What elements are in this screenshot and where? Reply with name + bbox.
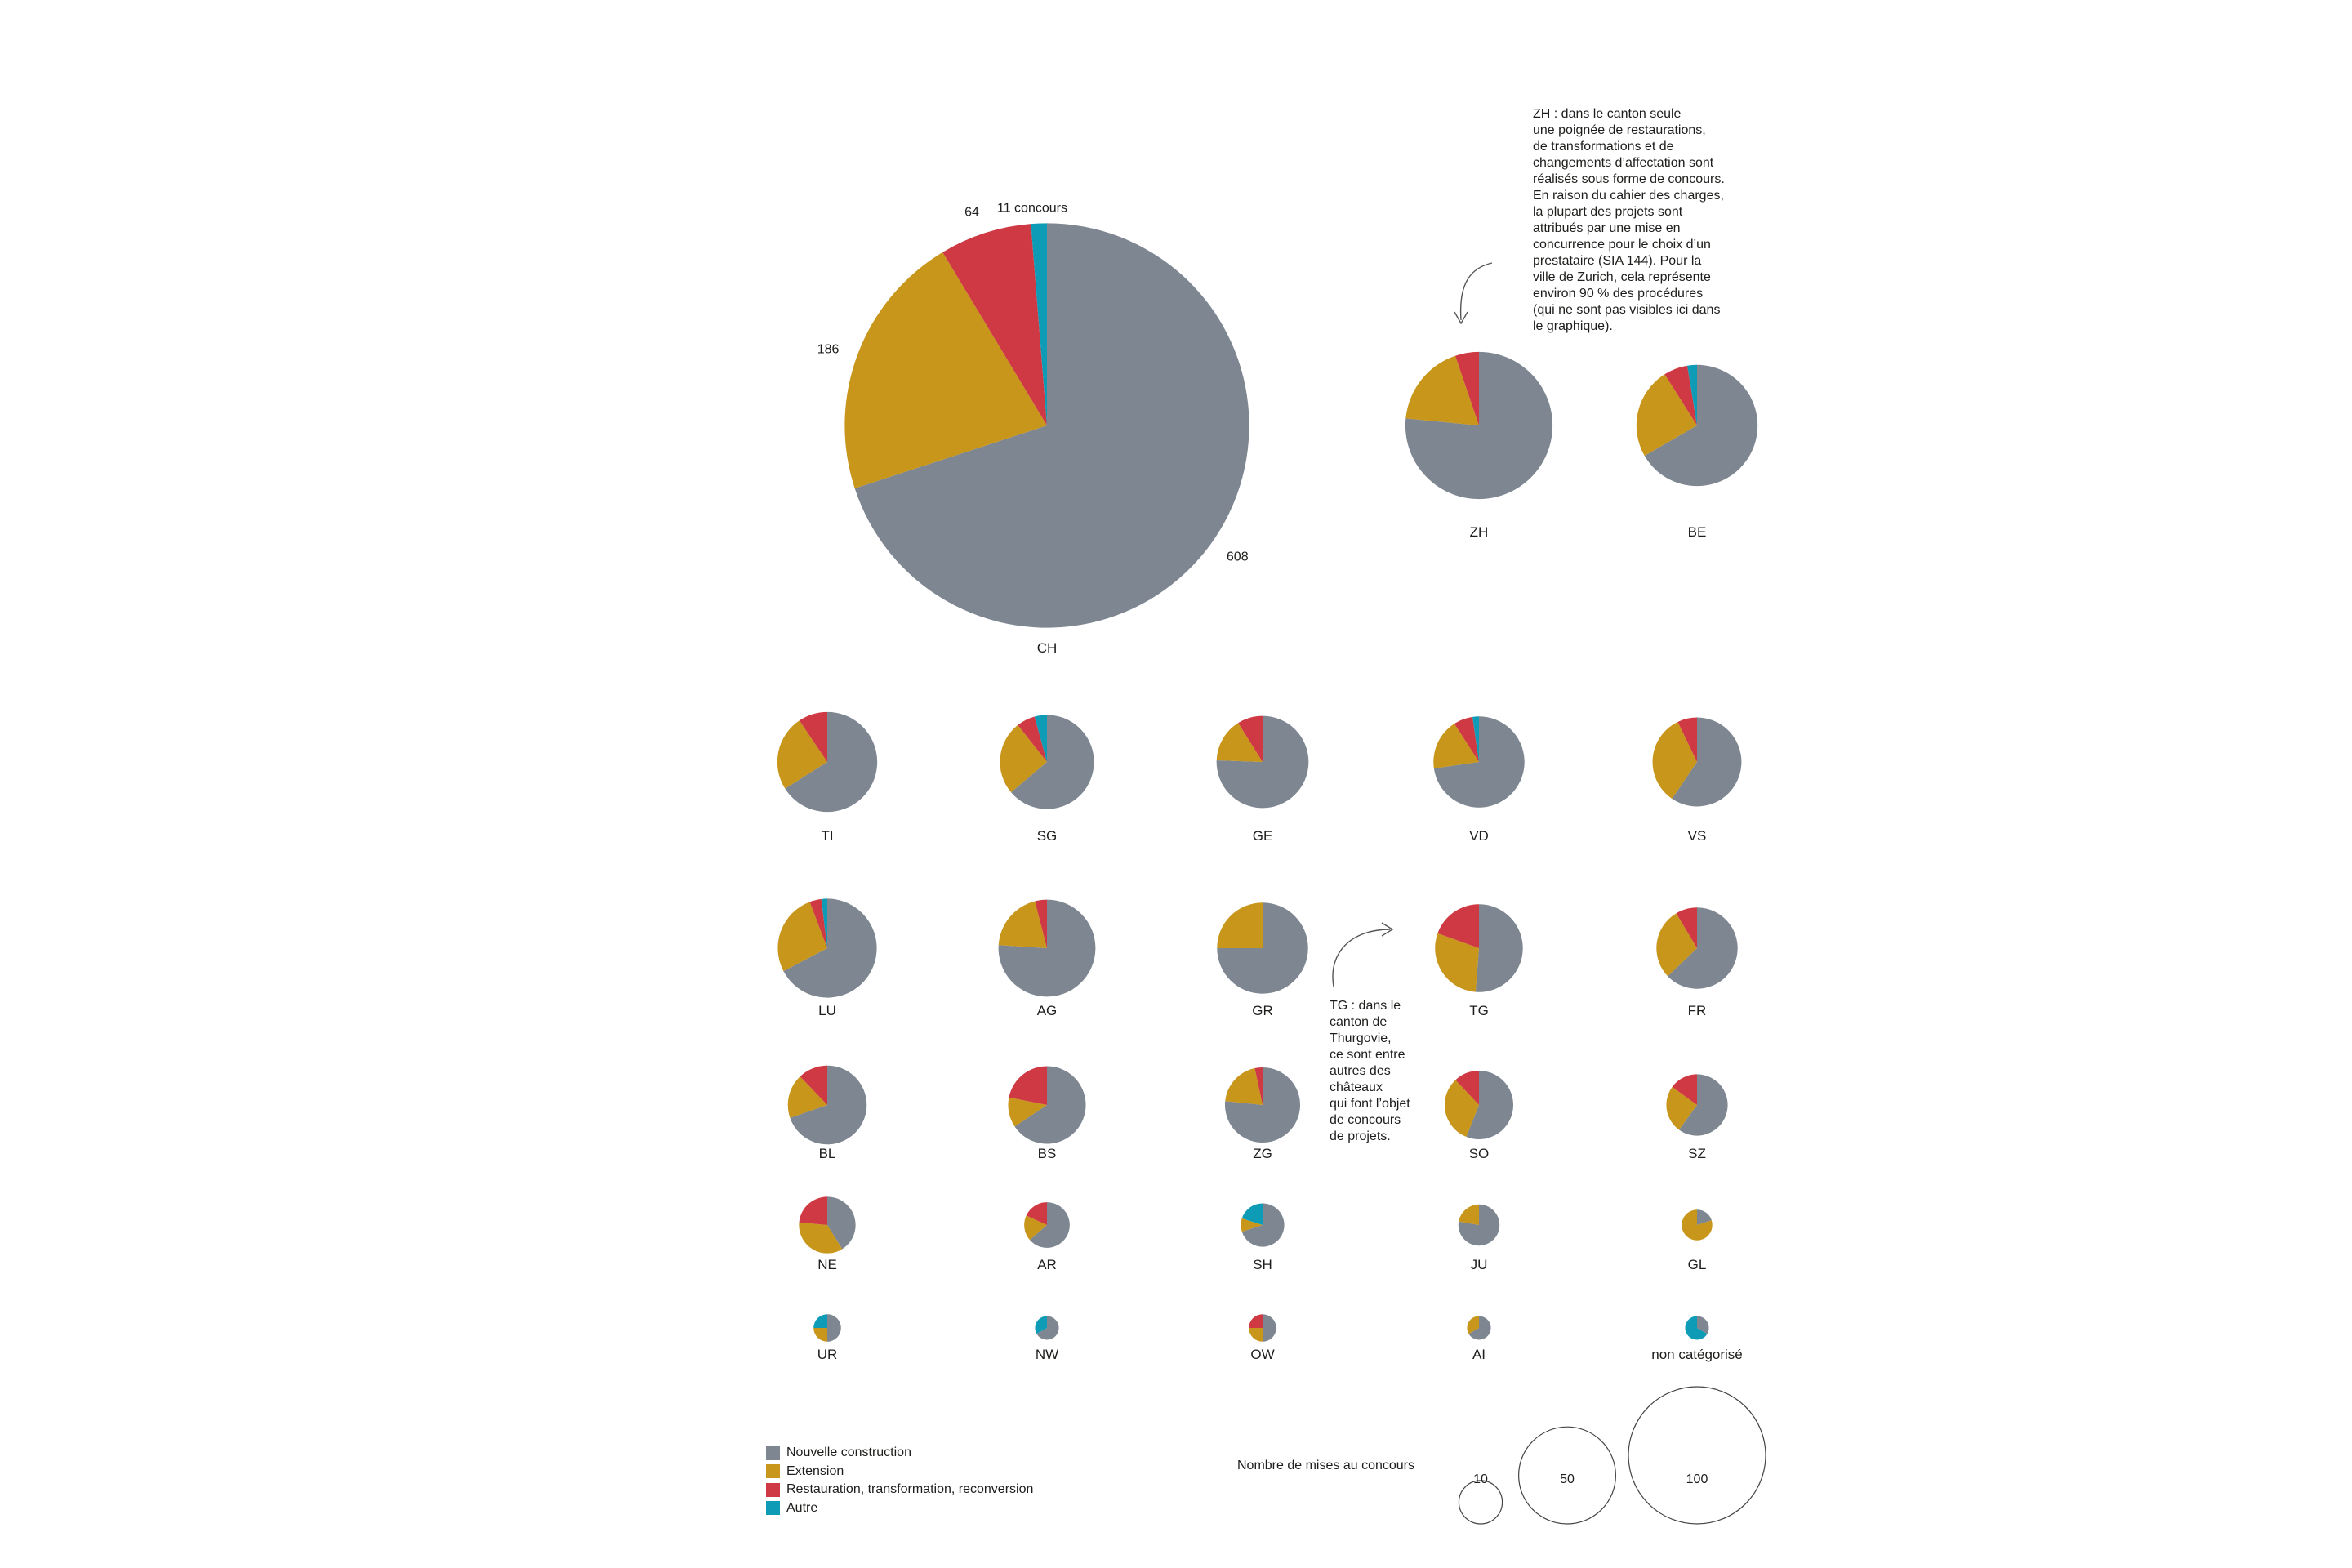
pie-value-label-restauration-transformation-reconversion: 64 bbox=[964, 205, 979, 220]
pie-label-lu: LU bbox=[818, 1003, 836, 1018]
pie-ag bbox=[999, 900, 1096, 1018]
legend-label: Nouvelle construction bbox=[786, 1446, 911, 1459]
pie-bs bbox=[1008, 1066, 1085, 1161]
legend-label: Extension bbox=[786, 1463, 844, 1478]
pie-ch bbox=[817, 201, 1250, 656]
pie-fr bbox=[1656, 907, 1737, 1018]
scale-legend-title: Nombre de mises au concours bbox=[1237, 1459, 1414, 1472]
legend-label: Restauration, transformation, reconversion bbox=[786, 1482, 1034, 1496]
pie-label-vd: VD bbox=[1469, 828, 1489, 844]
scale-circle-100 bbox=[1628, 1387, 1766, 1524]
pie-slice-ow-restauration-transformation-reconversion bbox=[1249, 1314, 1263, 1328]
pie-ti bbox=[777, 712, 877, 844]
scale-circle-label-100: 100 bbox=[1686, 1472, 1708, 1486]
pie-slice-ju-extension bbox=[1459, 1205, 1479, 1225]
pie-label-sg: SG bbox=[1036, 828, 1058, 844]
pie-value-label-extension: 186 bbox=[817, 342, 840, 357]
pie-zg bbox=[1225, 1067, 1300, 1161]
pie-lu bbox=[777, 898, 876, 1018]
pie-sz bbox=[1666, 1074, 1727, 1161]
pie-sg bbox=[1000, 715, 1094, 844]
pie-label-gl: GL bbox=[1687, 1257, 1707, 1272]
pie-be bbox=[1637, 365, 1757, 540]
scale-circle-10 bbox=[1459, 1481, 1502, 1524]
pie-label-nw: NW bbox=[1035, 1347, 1059, 1362]
pie-ai bbox=[1467, 1316, 1490, 1362]
pie-label-ur: UR bbox=[817, 1347, 838, 1362]
pie-label-so: SO bbox=[1468, 1146, 1490, 1161]
pie-slice-ur-nouvelle-construction bbox=[827, 1314, 841, 1342]
pie-so bbox=[1445, 1071, 1513, 1161]
pie-label-ju: JU bbox=[1470, 1257, 1488, 1272]
legend-swatch bbox=[766, 1446, 780, 1460]
pie-label-ow: OW bbox=[1250, 1347, 1275, 1362]
pie-label-ti: TI bbox=[821, 828, 834, 844]
pie-ge bbox=[1217, 716, 1309, 844]
pie-ne bbox=[799, 1196, 855, 1272]
pie-tg bbox=[1435, 904, 1522, 1018]
pie-value-label-autre: 11 concours bbox=[997, 201, 1067, 216]
legend-label: Autre bbox=[786, 1500, 818, 1515]
legend-swatch bbox=[766, 1464, 780, 1478]
pie-label-tg: TG bbox=[1469, 1003, 1489, 1018]
pie-label-non-cat-goris: non catégorisé bbox=[1651, 1347, 1743, 1362]
pie-sh bbox=[1241, 1203, 1284, 1272]
pie-label-ch: CH bbox=[1036, 640, 1058, 656]
pie-value-label-nouvelle-construction: 608 bbox=[1226, 550, 1249, 564]
pie-slice-ne-restauration-transformation-reconversion bbox=[800, 1196, 827, 1225]
scale-circle-label-10: 10 bbox=[1473, 1472, 1488, 1486]
pie-bl bbox=[788, 1066, 867, 1161]
pie-ar bbox=[1024, 1202, 1070, 1272]
pie-vd bbox=[1433, 716, 1524, 844]
legend-item-nouvelle bbox=[766, 1444, 1033, 1463]
pie-label-vs: VS bbox=[1687, 828, 1707, 844]
pie-nw bbox=[1035, 1316, 1058, 1362]
pie-label-bl: BL bbox=[818, 1146, 836, 1161]
pie-gr bbox=[1217, 902, 1307, 1018]
legend-swatch bbox=[766, 1501, 780, 1515]
legend-item-autre bbox=[766, 1499, 1033, 1518]
scale-legend-layer bbox=[1459, 1387, 1766, 1524]
pie-label-be: BE bbox=[1687, 524, 1707, 540]
pie-slice-ur-autre bbox=[813, 1314, 827, 1328]
tg-annotation-arrow bbox=[1333, 929, 1390, 987]
pie-label-fr: FR bbox=[1687, 1003, 1707, 1018]
pie-slice-ur-extension bbox=[813, 1328, 827, 1342]
pie-label-ge: GE bbox=[1252, 828, 1273, 844]
pie-ju bbox=[1459, 1205, 1499, 1272]
pie-vs bbox=[1653, 718, 1742, 844]
pie-label-zg: ZG bbox=[1253, 1146, 1272, 1161]
pie-ur bbox=[813, 1314, 841, 1362]
pie-slice-gr-extension bbox=[1217, 902, 1263, 948]
legend bbox=[766, 1444, 1033, 1517]
pie-ow bbox=[1249, 1314, 1276, 1362]
pie-label-ai: AI bbox=[1472, 1347, 1486, 1362]
pie-label-gr: GR bbox=[1252, 1003, 1273, 1018]
pie-zh bbox=[1405, 352, 1552, 540]
pie-label-bs: BS bbox=[1037, 1146, 1057, 1161]
pie-slice-tg-nouvelle-construction bbox=[1476, 904, 1523, 992]
zh-annotation-arrow bbox=[1461, 263, 1492, 320]
pie-gl bbox=[1682, 1209, 1713, 1272]
pie-slice-ow-extension bbox=[1249, 1328, 1263, 1342]
pie-non-cat-goris bbox=[1651, 1316, 1743, 1362]
pie-slice-ow-nouvelle-construction bbox=[1263, 1314, 1276, 1342]
pies-layer bbox=[777, 201, 1757, 1362]
pie-label-sz: SZ bbox=[1688, 1146, 1706, 1161]
tg-annotation-text: TG : dans le canton de Thurgovie, ce sont entre autres des châteaux qui font l’objet de concours de projets. bbox=[1330, 999, 1410, 1143]
legend-swatch bbox=[766, 1483, 780, 1497]
pie-label-zh: ZH bbox=[1469, 524, 1489, 540]
legend-item-restauration bbox=[766, 1481, 1033, 1499]
pie-label-ar: AR bbox=[1037, 1257, 1057, 1272]
pie-label-ne: NE bbox=[817, 1257, 837, 1272]
zh-annotation-text: ZH : dans le canton seule une poignée de restaurations, de transformations et de changements d’affectation sont réalisés sous forme de concours. En raison du cahier des charges, la plupart des projets sont attribués par une mise en concurrence pour le choix d’un prestataire (SIA 144). Pour la ville de Zurich, cela représente environ 90 % des procédures (qui ne sont pas visibles ici dans le graphique). bbox=[1533, 107, 1725, 333]
scale-circle-label-50: 50 bbox=[1560, 1472, 1575, 1486]
pie-label-ag: AG bbox=[1036, 1003, 1058, 1018]
legend-item-extension bbox=[766, 1463, 1033, 1481]
pie-label-sh: SH bbox=[1253, 1257, 1272, 1272]
